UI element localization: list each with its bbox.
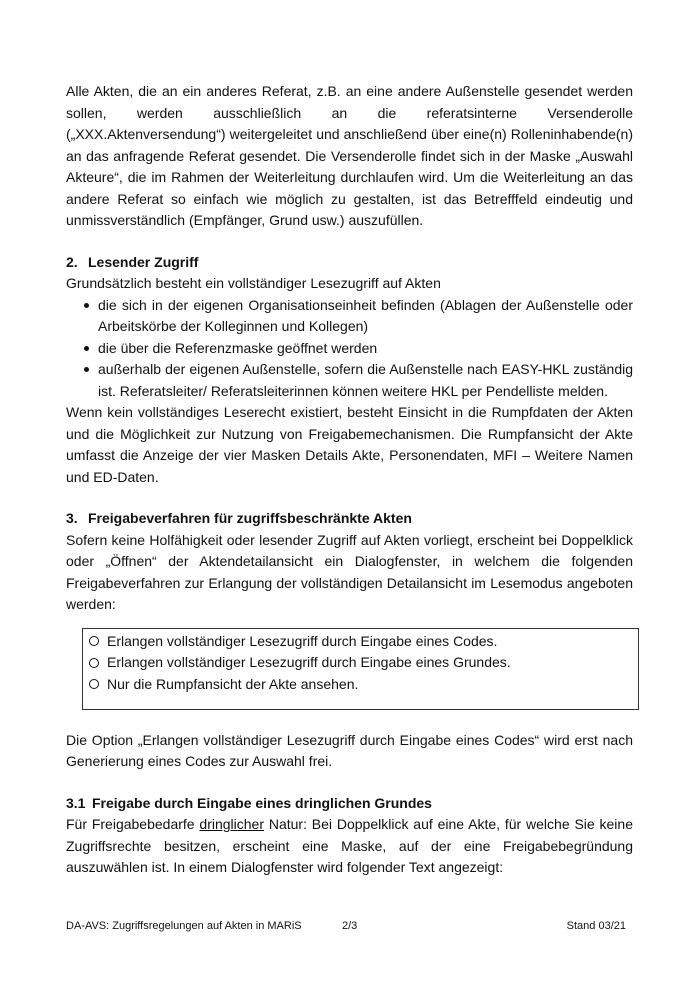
section-2-title: Lesender Zugriff <box>88 253 199 270</box>
section-3-1-number: 3.1 <box>66 794 86 811</box>
release-options-box <box>82 628 639 710</box>
section-2-heading <box>66 252 633 274</box>
list-item: die über die Referenzmaske geöffnet werden <box>66 338 633 360</box>
section-3-1-heading <box>66 793 633 815</box>
section-3-number: 3. <box>66 510 78 526</box>
section-3-title: Freigabeverfahren für zugriffsbeschränkte Akten <box>88 510 412 526</box>
section-3-heading <box>66 508 633 530</box>
radio-empty-icon <box>89 679 99 689</box>
section-2-bullet-list <box>66 295 633 403</box>
list-item: außerhalb der eigenen Außenstelle, sofern die Außenstelle nach EASY-HKL zuständig ist. Referatsleiter/ Referatsleiterinnen können weitere HKL per Pendelliste melden. <box>66 359 633 402</box>
section-3-note: Die Option „Erlangen vollständiger Lesezugriff durch Eingabe eines Codes“ wird erst nach Generierung eines Codes zur Auswahl frei. <box>66 731 633 769</box>
option-stub-view: Nur die Rumpfansicht der Akte ansehen. <box>89 674 638 696</box>
radio-empty-icon <box>89 636 99 646</box>
option-reason: Erlangen vollständiger Lesezugriff durch Eingabe eines Grundes. <box>89 652 638 674</box>
document-page <box>66 81 633 879</box>
bullet-icon <box>84 346 89 351</box>
list-item: die sich in der eigenen Organisationseinheit befinden (Ablagen der Außenstelle oder Arbeitskörbe der Kolleginnen und Kollegen) <box>66 295 633 338</box>
footer-page-number: 2/3 <box>342 920 358 932</box>
section-2-lead: Grundsätzlich besteht ein vollständiger Lesezugriff auf Akten <box>66 275 441 291</box>
bullet-icon <box>84 303 89 308</box>
section-3-lead: Sofern keine Holfähigkeit oder lesender Zugriff auf Akten vorliegt, erscheint bei Doppelklick oder „Öffnen“ der Aktendetailansicht ein Dialogfenster, in welchem die folgenden Freigabeverfahren zur Erlangung der vollständigen Detailansicht im Lesemodus angeboten werden: <box>66 531 633 612</box>
intro-paragraph: Alle Akten, die an ein anderes Referat, z.B. an eine andere Außenstelle gesendet werden sollen, werden ausschließlich an die referatsinterne Versenderolle („XXX.Aktenversendung“) weitergeleitet und anschließend über eine(n) Rolleninhabende(n) an das anfragende Referat gesendet. Die Versenderolle findet sich in der Maske „Auswahl Akteure“, die im Rahmen der Weiterleitung durchlaufen wird. Um die Weiterleitung an das andere Referat so einfach wie möglich zu gestalten, ist das Betrefffeld eindeutig und unmissverständlich (Empfänger, Grund usw.) auszufüllen. <box>66 83 633 228</box>
emphasis-dringlicher: dringlicher <box>199 816 265 832</box>
bullet-icon <box>84 367 89 372</box>
section-3-1-title: Freigabe durch Eingabe eines dringlichen Grundes <box>92 794 432 811</box>
footer-document-title: DA-AVS: Zugriffsregelungen auf Akten in MARiS <box>66 920 302 932</box>
section-2-number: 2. <box>66 253 78 270</box>
footer-date: Stand 03/21 <box>566 920 626 932</box>
radio-empty-icon <box>89 658 99 668</box>
section-2-closing: Wenn kein vollständiges Leserecht existiert, besteht Einsicht in die Rumpfdaten der Akten und die Möglichkeit zur Nutzung von Freigabemechanismen. Die Rumpfansicht der Akte umfasst die Anzeige der vier Masken Details Akte, Personendaten, MFI – Weitere Namen und ED-Daten. <box>66 404 633 485</box>
section-3-1-text: Für Freigabebedarfe dringlicher Natur: Bei Doppelklick auf eine Akte, für welche Sie keine Zugriffsrechte besitzen, erscheint eine Maske, auf der eine Freigabebegründung auszuwählen ist. In einem Dialogfenster wird folgender Text angezeigt: <box>66 816 633 875</box>
option-code: Erlangen vollständiger Lesezugriff durch Eingabe eines Codes. <box>89 631 638 653</box>
